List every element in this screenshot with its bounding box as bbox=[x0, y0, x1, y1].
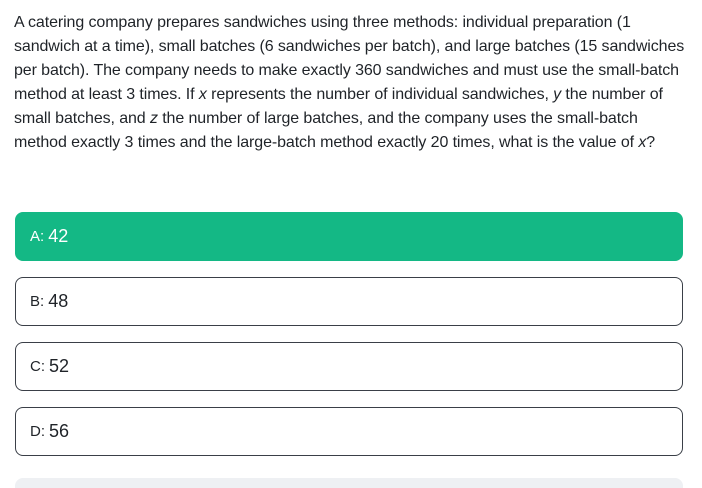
option-c-value: 52 bbox=[49, 356, 70, 376]
next-panel-edge bbox=[15, 478, 683, 488]
option-a[interactable] bbox=[15, 212, 683, 261]
option-b-letter: B: bbox=[30, 293, 45, 310]
option-d[interactable] bbox=[15, 407, 683, 456]
variable-y: y bbox=[553, 86, 562, 103]
option-d-value: 56 bbox=[49, 421, 70, 441]
option-d-letter: D: bbox=[30, 423, 45, 440]
question-part-4: the number of large batches, and the company uses the small-batch method exactly 3 times and the large-batch method exactly 20 times, what is the value of bbox=[14, 110, 639, 151]
option-c-letter: C: bbox=[30, 358, 45, 375]
question-part-1: A catering company prepares sandwiches using three methods: individual preparation (1 sandwich at a time), small batches (6 sandwiches per batch), and large batches (15 sandwiches per batch). The company needs to make exactly 360 sandwiches and must use the small-batch method at least 3 times. If bbox=[14, 14, 685, 103]
question-part-5: ? bbox=[646, 134, 656, 151]
option-b-value: 48 bbox=[48, 291, 69, 311]
option-c[interactable] bbox=[15, 342, 683, 391]
question-part-3: the number of small batches, and bbox=[14, 86, 663, 127]
variable-x-2: x bbox=[638, 134, 647, 151]
question-part-2: represents the number of individual sandwiches, bbox=[206, 86, 554, 103]
variable-z: z bbox=[149, 110, 158, 127]
option-a-value: 42 bbox=[48, 226, 69, 246]
option-a-letter: A: bbox=[30, 228, 45, 245]
question-text bbox=[14, 11, 686, 155]
option-b[interactable] bbox=[15, 277, 683, 326]
variable-x: x bbox=[198, 86, 207, 103]
answer-options bbox=[15, 212, 683, 472]
